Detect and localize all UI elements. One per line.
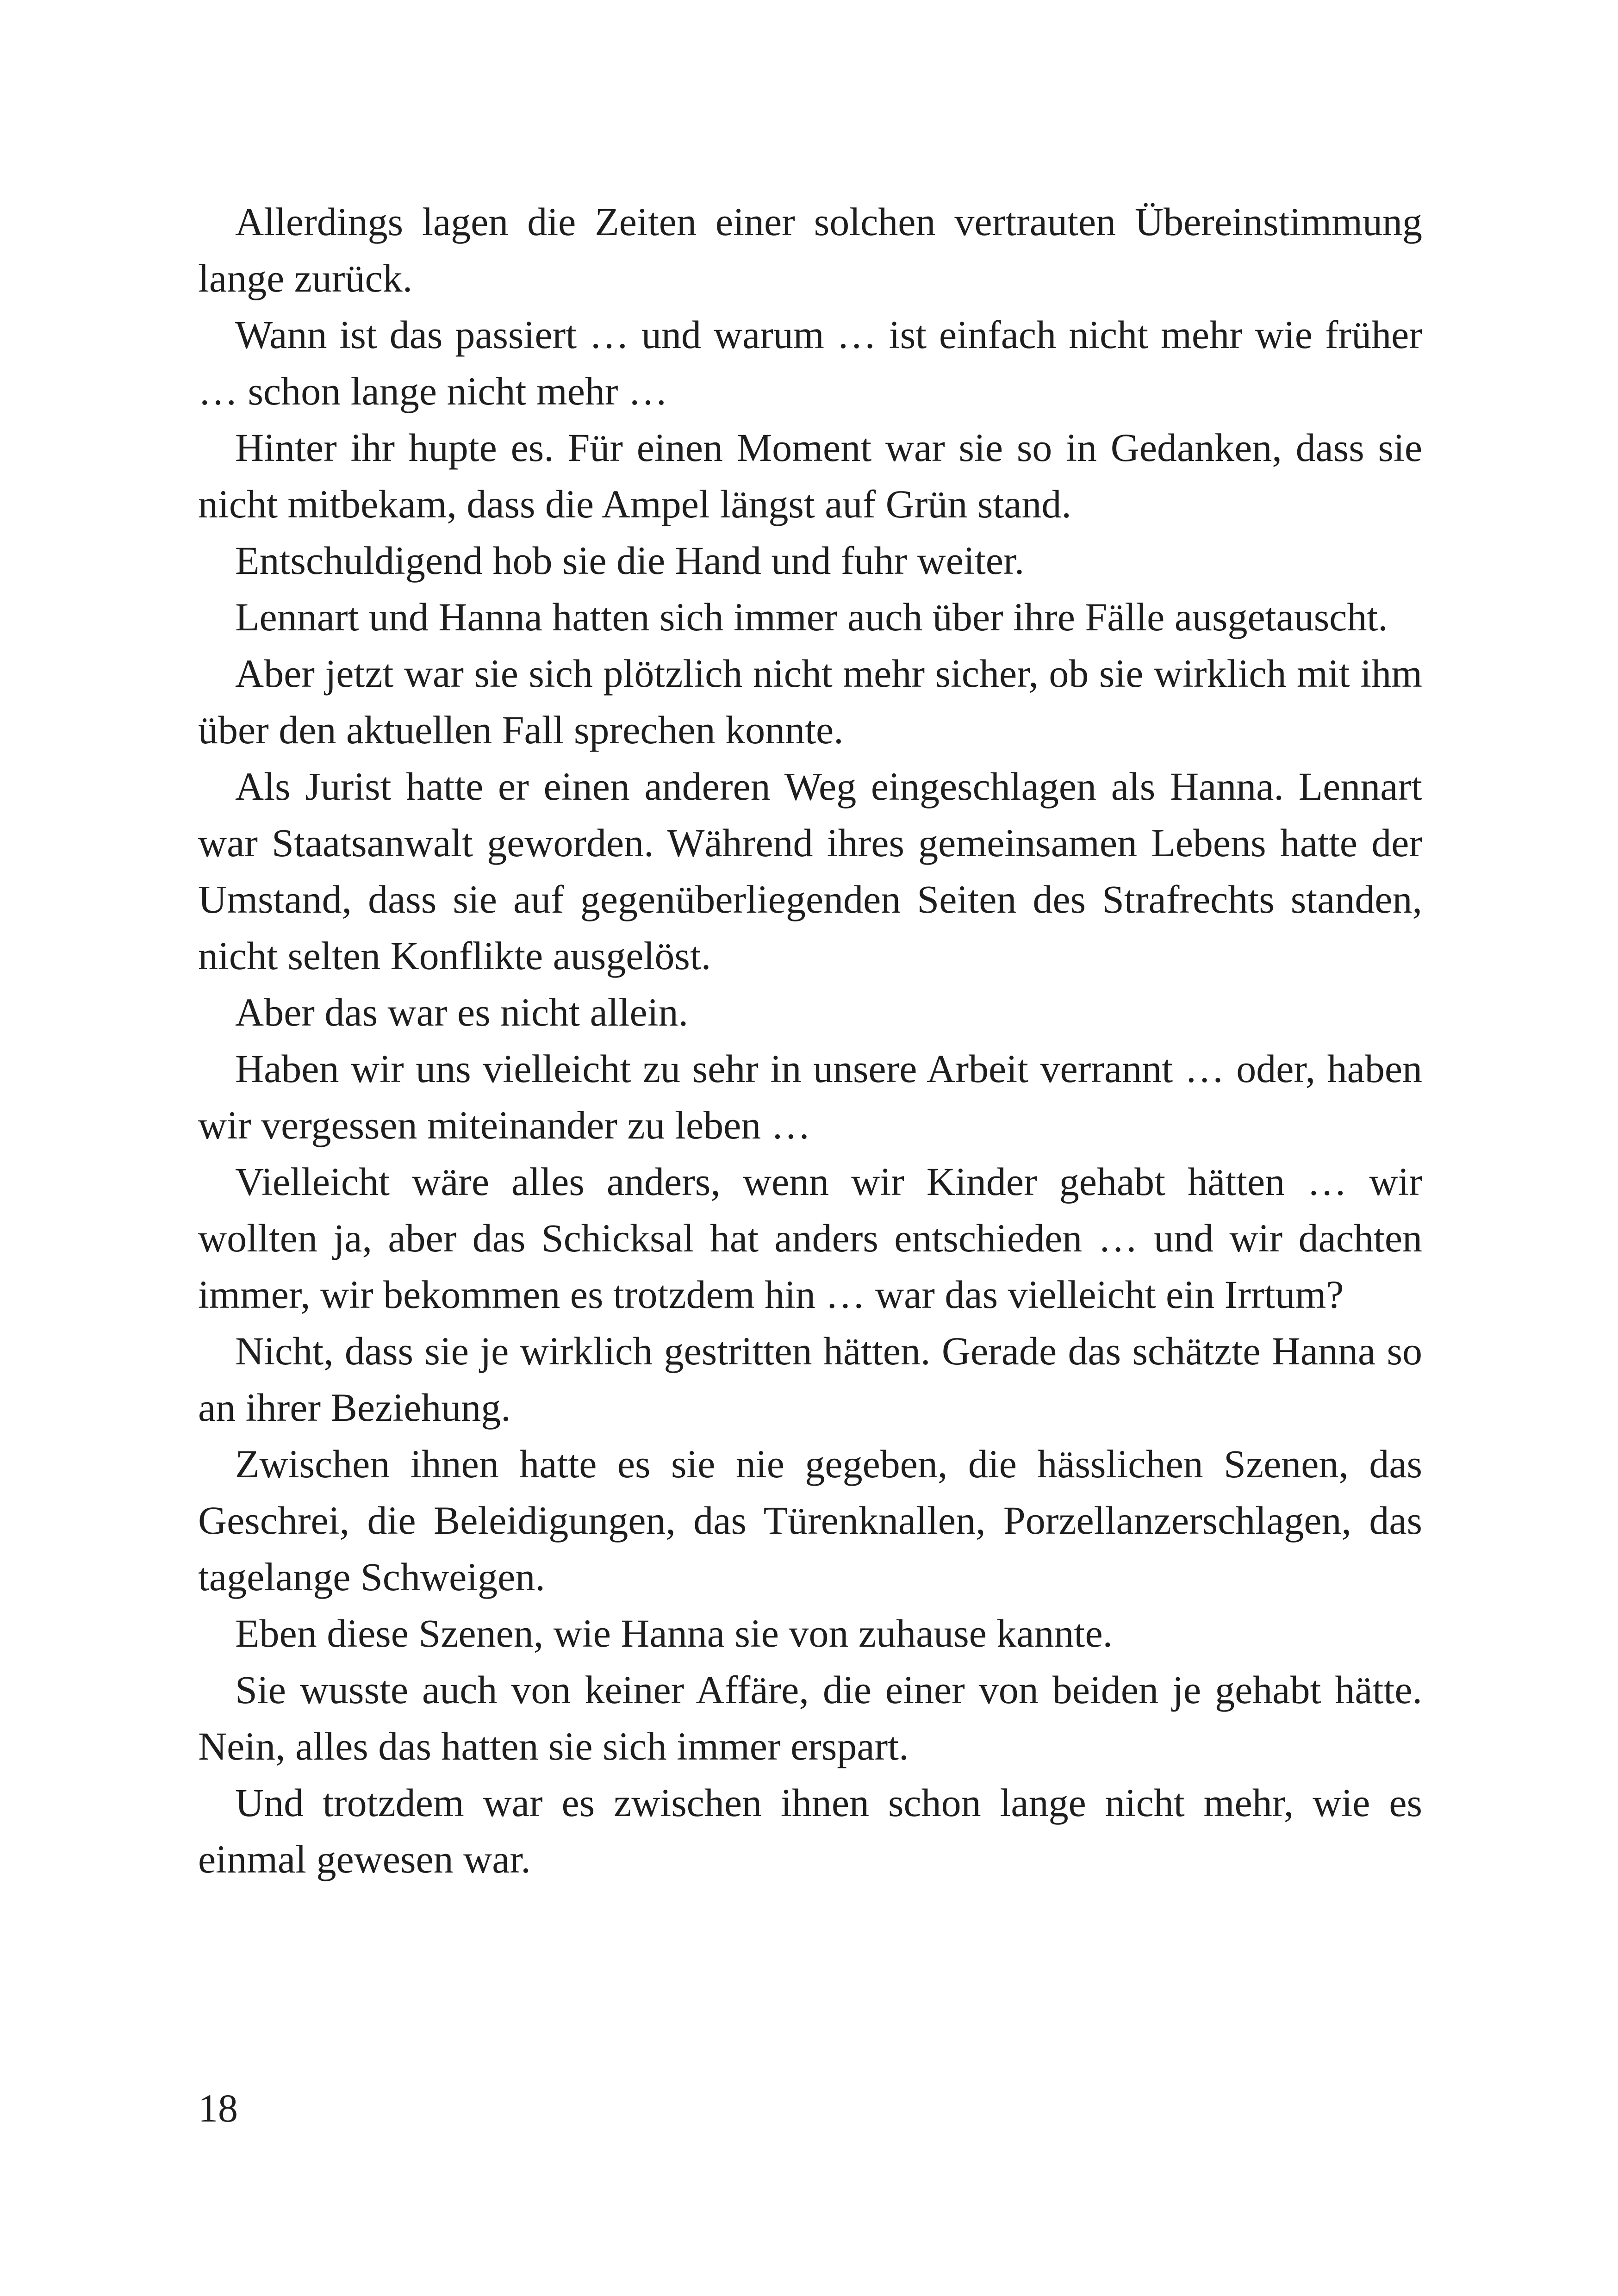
paragraph: Sie wusste auch von keiner Affäre, die einer von beiden je gehabt hätte. Nein, alles das hatten sie sich immer erspart.	[198, 1668, 1422, 1768]
paragraph: Entschuldigend hob sie die Hand und fuhr weiter.	[235, 538, 1025, 583]
paragraph: Und trotzdem war es zwischen ihnen schon lange nicht mehr, wie es einmal gewesen war.	[198, 1780, 1422, 1881]
paragraph: Nicht, dass sie je wirklich gestritten hätten. Gerade das schätzte Hanna so an ihrer Beziehung.	[198, 1329, 1422, 1430]
paragraph: Eben diese Szenen, wie Hanna sie von zuhause kannte.	[235, 1611, 1113, 1655]
paragraph: Allerdings lagen die Zeiten einer solchen vertrauten Übereinstimmung lange zurück.	[198, 199, 1422, 300]
paragraph: Als Jurist hatte er einen anderen Weg eingeschlagen als Hanna. Lennart war Staatsanwalt geworden. Während ihres gemeinsamen Lebens hatte der Umstand, dass sie auf gegenüberliegenden Seiten des Strafrechts standen, nicht selten Konflikte ausgelöst.	[198, 764, 1422, 978]
body-text	[198, 193, 1422, 1887]
paragraph: Aber das war es nicht allein.	[235, 990, 689, 1034]
page-number: 18	[198, 2086, 238, 2130]
paragraph: Wann ist das passiert … und warum … ist einfach nicht mehr wie früher … schon lange nicht mehr …	[198, 312, 1422, 413]
paragraph: Hinter ihr hupte es. Für einen Moment war sie so in Gedanken, dass sie nicht mitbekam, dass die Ampel längst auf Grün stand.	[198, 425, 1422, 526]
paragraph: Zwischen ihnen hatte es sie nie gegeben, die hässlichen Szenen, das Geschrei, die Beleidigungen, das Türenknallen, Porzellanzerschlagen, das tagelange Schweigen.	[198, 1442, 1422, 1599]
paragraph: Lennart und Hanna hatten sich immer auch über ihre Fälle ausgetauscht.	[235, 595, 1388, 639]
paragraph: Aber jetzt war sie sich plötzlich nicht mehr sicher, ob sie wirklich mit ihm über den aktuellen Fall sprechen konnte.	[198, 651, 1422, 752]
paragraph: Haben wir uns vielleicht zu sehr in unsere Arbeit verrannt … oder, haben wir vergessen miteinander zu leben …	[198, 1046, 1422, 1147]
paragraph: Vielleicht wäre alles anders, wenn wir Kinder gehabt hätten … wir wollten ja, aber das Schicksal hat anders entschieden … und wir dachten immer, wir bekommen es trotzdem hin … war das vielleicht ein Irrtum?	[198, 1159, 1422, 1317]
